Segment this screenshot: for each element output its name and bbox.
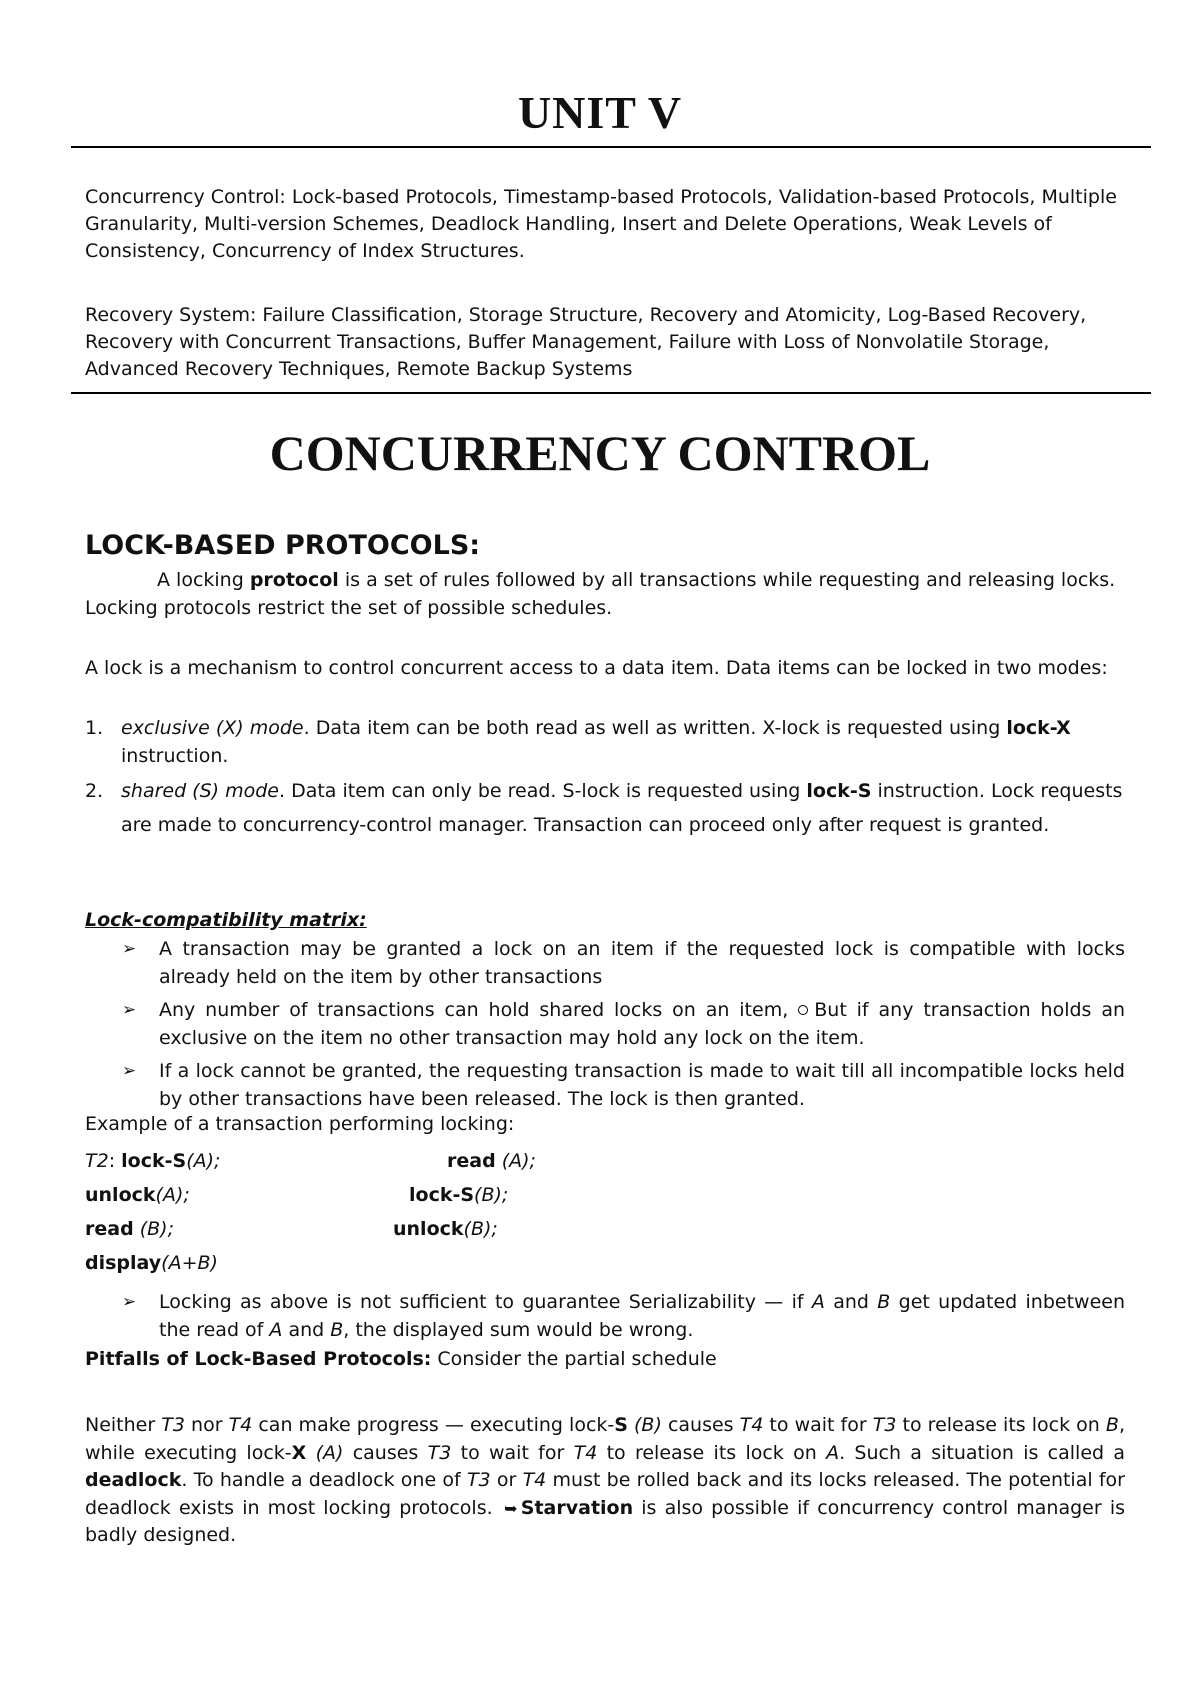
code-line: lock-S(B); xyxy=(409,1184,509,1206)
code-line: unlock(B); xyxy=(393,1218,498,1240)
bullet-glyph-icon: ➥ xyxy=(504,1498,518,1518)
lock-based-heading: LOCK-BASED PROTOCOLS: xyxy=(85,530,481,561)
bottom-divider xyxy=(71,392,1151,394)
code-line: unlock(A); xyxy=(85,1184,190,1206)
intro-paragraph: A locking protocol is a set of rules followed by all transactions while requesting and releasing locks. Locking protocols restrict the set of possible schedules. xyxy=(85,569,1116,619)
section-title: CONCURRENCY CONTROL xyxy=(269,425,931,481)
example-label: Example of a transaction performing locking: xyxy=(85,1113,515,1135)
code-line: read (B); xyxy=(85,1218,174,1240)
lock-definition: A lock is a mechanism to control concurrent access to a data item. Data items can be locked in two modes: xyxy=(85,657,1108,679)
arrow-bullet-icon: ➢ xyxy=(122,939,137,959)
arrow-bullet-icon: ➢ xyxy=(122,1061,137,1081)
deadlock-paragraph: Neither T3 nor T4 can make progress — executing lock-S (B) causes T4 to wait for T3 to release its lock on B, while executing lock-X (A) causes T3 to wait for T4 to release its lock on A. Such a situation is called a deadlock. To handle a deadlock one of T3 or T4 must be rolled back and its locks released. The potential for deadlock exists in most locking protocols. ➥ Starvation is also possible if concurrency control manager is badly designed. xyxy=(85,1414,1125,1546)
arrow-bullet-icon: ➢ xyxy=(122,1000,137,1020)
pitfalls-line: Pitfalls of Lock-Based Protocols: Consider the partial schedule xyxy=(85,1348,717,1370)
document-page: UNIT V Concurrency Control: Lock-based Protocols, Timestamp-based Protocols, Validation-based Protocols, Multiple Granularity, Multi-version Schemes, Deadlock Handling, Insert and Delete Operations, Weak Levels of Consistency, Concurrency of Index Structures. Recovery System: Failure Classification, Storage Structure, Recovery and Atomicity, Log-Based Recovery, Recovery with Concurrent Transactions, Buffer Management, Failure with Loss of Nonvolatile Storage, Advanced Recovery Techniques, Remote Backup Systems CONCURRENCY CONTROL LOCK-BASED PROTOCOLS: A locking protocol is a set of rules followed by all transactions while requesting and releasing locks. Locking protocols restrict the set of possible schedules. A lock is a mechanism to control concurrent access to a data item. Data items can be locked in two modes: 1. exclusive (X) mode. Data item can be both read as well as written. X-lock is requested using lock-X instruction. 2. shared (S) mode. Data item can only be read. S-lock is requested using lock-S instruction. Lock requests are made to concurrency-control manager. Transaction can proceed only after request is granted. Lock-compatibility matrix: ➢ A transaction may be granted a lock on an item if the requested lock is compatible with locks already held on the item by other transactions ➢ Any number of transactions can hold shared locks on an item, But if any transaction holds an exclusive on the item no other transaction may hold any lock on the item. ➢ If a lock cannot be granted, the requesting transaction is made to wait till all incompatible locks held by other transactions have been released. The lock is then granted. Example of a transaction performing locking: T2: lock-S(A); read (A); unlock(A); lock-S(B); read (B); unlock(B); display(A+B) ➢ Locking as above is not sufficient to guarantee Serializability — if A and B get updated inbetween the read of A and B, the displayed sum would be wrong. Pitfalls of Lock-Based Protocols: Consider the partial schedule Neither T3 nor T4 can make progress — executing lock-S (B) causes T4 to wait for T3 to release its lock on B, while executing lock-X (A) causes T3 to wait for T4 to release its lock on A. Such a situation is called a deadlock. To handle a deadlock one of T3 or T4 must be rolled back and its locks released. The potential for deadlock exists in most locking protocols. ➥ Starvation is also possible if concurrency control manager is badly designed. xyxy=(0,0,1200,1698)
circle-bullet-icon xyxy=(798,1005,808,1015)
syllabus-recovery: Recovery System: Failure Classification, Storage Structure, Recovery and Atomicity, Log-Based Recovery, Recovery with Concurrent Transactions, Buffer Management, Failure with Loss of Nonvolatile Storage, Advanced Recovery Techniques, Remote Backup Systems xyxy=(85,304,1087,380)
code-line: T2: lock-S(A); xyxy=(85,1150,221,1172)
syllabus-concurrency: Concurrency Control: Lock-based Protocols, Timestamp-based Protocols, Validation-based Protocols, Multiple Granularity, Multi-version Schemes, Deadlock Handling, Insert and Delete Operations, Weak Levels of Consistency, Concurrency of Index Structures. xyxy=(85,186,1117,262)
top-divider xyxy=(71,146,1151,148)
code-line: read (A); xyxy=(447,1150,536,1172)
arrow-bullet-icon: ➢ xyxy=(122,1292,137,1312)
code-line: display(A+B) xyxy=(85,1252,218,1274)
compatibility-matrix-heading: Lock-compatibility matrix: xyxy=(85,909,367,931)
unit-title: UNIT V xyxy=(517,87,683,138)
